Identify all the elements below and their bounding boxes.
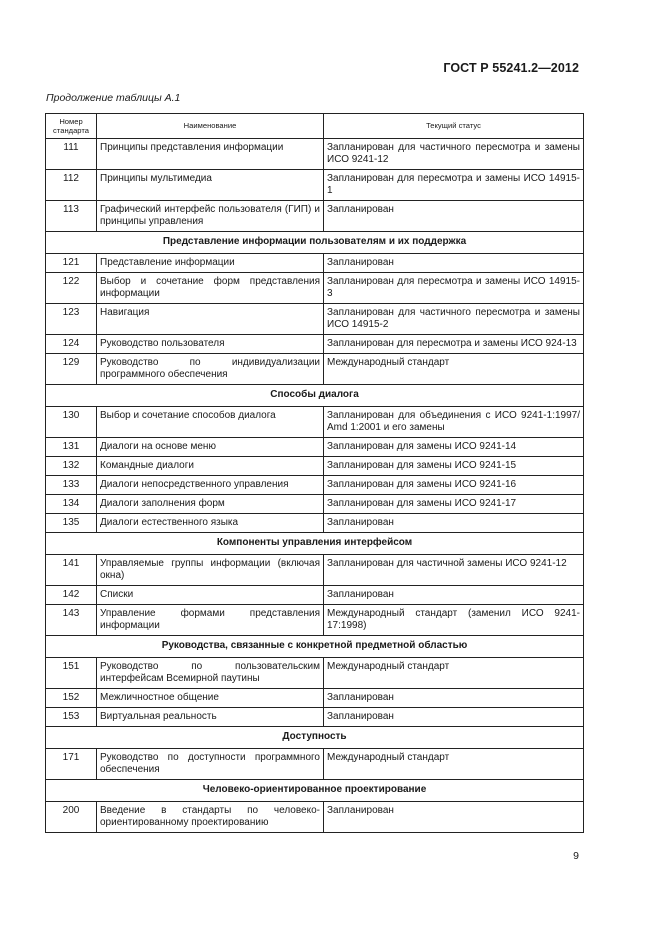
standard-name: Руководство пользователя	[97, 335, 324, 354]
standard-number: 151	[46, 658, 97, 689]
standard-number: 171	[46, 749, 97, 780]
standard-name: Руководство по пользовательским интерфейсам Всемирной паутины	[97, 658, 324, 689]
standard-number: 112	[46, 170, 97, 201]
standard-number: 133	[46, 476, 97, 495]
section-header-row	[46, 533, 584, 555]
standard-name: Командные диалоги	[97, 457, 324, 476]
standard-number: 124	[46, 335, 97, 354]
standard-name: Графический интерфейс пользователя (ГИП) и принципы управления	[97, 201, 324, 232]
table-row	[46, 354, 584, 385]
standard-number: 121	[46, 254, 97, 273]
standard-status: Международный стандарт (заменил ИСО 9241-17:1998)	[324, 605, 584, 636]
column-header-number: Номер стандарта	[46, 114, 97, 139]
standard-number: 113	[46, 201, 97, 232]
table-row	[46, 170, 584, 201]
standard-name: Выбор и сочетание способов диалога	[97, 407, 324, 438]
standard-name: Диалоги заполнения форм	[97, 495, 324, 514]
standard-number: 153	[46, 708, 97, 727]
standard-status: Международный стандарт	[324, 658, 584, 689]
table-row	[46, 658, 584, 689]
standard-name: Списки	[97, 586, 324, 605]
standard-status: Запланирован для замены ИСО 9241-15	[324, 457, 584, 476]
table-row	[46, 555, 584, 586]
standard-number: 111	[46, 139, 97, 170]
standard-number: 141	[46, 555, 97, 586]
section-title: Доступность	[46, 727, 584, 749]
standard-status: Запланирован	[324, 514, 584, 533]
standard-number: 152	[46, 689, 97, 708]
standard-number: 143	[46, 605, 97, 636]
standard-number: 200	[46, 802, 97, 833]
standard-status: Запланирован для замены ИСО 9241-17	[324, 495, 584, 514]
table-row	[46, 495, 584, 514]
standard-name: Представление информации	[97, 254, 324, 273]
standard-name: Навигация	[97, 304, 324, 335]
standard-number: 135	[46, 514, 97, 533]
standard-status: Запланирован	[324, 802, 584, 833]
standard-number: 134	[46, 495, 97, 514]
standard-number: 131	[46, 438, 97, 457]
section-header-row	[46, 727, 584, 749]
section-header-row	[46, 636, 584, 658]
standard-status: Международный стандарт	[324, 749, 584, 780]
table-row	[46, 605, 584, 636]
section-header-row	[46, 232, 584, 254]
standard-status: Запланирован	[324, 201, 584, 232]
table-row	[46, 438, 584, 457]
standard-status: Международный стандарт	[324, 354, 584, 385]
standard-name: Диалоги непосредственного управления	[97, 476, 324, 495]
standard-number: 142	[46, 586, 97, 605]
standard-status: Запланирован для замены ИСО 9241-16	[324, 476, 584, 495]
standard-status: Запланирован для объединения с ИСО 9241-1:1997/ Amd 1:2001 и его замены	[324, 407, 584, 438]
table-header-row	[46, 114, 584, 139]
standard-status: Запланирован	[324, 254, 584, 273]
standard-status: Запланирован	[324, 689, 584, 708]
table-body	[46, 139, 584, 833]
standard-number: 123	[46, 304, 97, 335]
standard-name: Управляемые группы информации (включая окна)	[97, 555, 324, 586]
standard-name: Диалоги естественного языка	[97, 514, 324, 533]
document-code: ГОСТ Р 55241.2—2012	[443, 61, 579, 75]
standard-name: Выбор и сочетание форм представления информации	[97, 273, 324, 304]
table-row	[46, 254, 584, 273]
section-title: Руководства, связанные с конкретной предметной областью	[46, 636, 584, 658]
table-row	[46, 407, 584, 438]
standard-status: Запланирован для пересмотра и замены ИСО 924-13	[324, 335, 584, 354]
table-row	[46, 457, 584, 476]
table-row	[46, 201, 584, 232]
standard-status: Запланирован для пересмотра и замены ИСО 14915-1	[324, 170, 584, 201]
standard-name: Диалоги на основе меню	[97, 438, 324, 457]
standard-name: Руководство по индивидуализации программного обеспечения	[97, 354, 324, 385]
table-row	[46, 139, 584, 170]
standard-status: Запланирован для частичного пересмотра и замены ИСО 9241-12	[324, 139, 584, 170]
standard-number: 129	[46, 354, 97, 385]
section-header-row	[46, 780, 584, 802]
standard-status: Запланирован для частичной замены ИСО 9241-12	[324, 555, 584, 586]
standard-name: Принципы представления информации	[97, 139, 324, 170]
table-row	[46, 802, 584, 833]
table-row	[46, 476, 584, 495]
standard-status: Запланирован	[324, 586, 584, 605]
standard-status: Запланирован для пересмотра и замены ИСО 14915-3	[324, 273, 584, 304]
standard-name: Межличностное общение	[97, 689, 324, 708]
standard-number: 122	[46, 273, 97, 304]
column-header-status: Текущий статус	[324, 114, 584, 139]
standard-status: Запланирован для частичного пересмотра и замены ИСО 14915-2	[324, 304, 584, 335]
section-title: Способы диалога	[46, 385, 584, 407]
table-row	[46, 273, 584, 304]
table-caption: Продолжение таблицы А.1	[46, 92, 181, 104]
standard-number: 130	[46, 407, 97, 438]
table-row	[46, 304, 584, 335]
table-row	[46, 708, 584, 727]
standard-status: Запланирован для замены ИСО 9241-14	[324, 438, 584, 457]
page-number: 9	[573, 850, 579, 862]
standard-name: Виртуальная реальность	[97, 708, 324, 727]
table-row	[46, 749, 584, 780]
standard-name: Руководство по доступности программного обеспечения	[97, 749, 324, 780]
standard-name: Принципы мультимедиа	[97, 170, 324, 201]
standard-name: Введение в стандарты по человеко-ориентированному проектированию	[97, 802, 324, 833]
standard-status: Запланирован	[324, 708, 584, 727]
section-title: Компоненты управления интерфейсом	[46, 533, 584, 555]
section-header-row	[46, 385, 584, 407]
column-header-name: Наименование	[97, 114, 324, 139]
section-title: Человеко-ориентированное проектирование	[46, 780, 584, 802]
table-row	[46, 586, 584, 605]
standard-name: Управление формами представления информации	[97, 605, 324, 636]
standard-number: 132	[46, 457, 97, 476]
table-row	[46, 689, 584, 708]
standards-table	[45, 113, 584, 833]
table-row	[46, 335, 584, 354]
section-title: Представление информации пользователям и их поддержка	[46, 232, 584, 254]
table-row	[46, 514, 584, 533]
